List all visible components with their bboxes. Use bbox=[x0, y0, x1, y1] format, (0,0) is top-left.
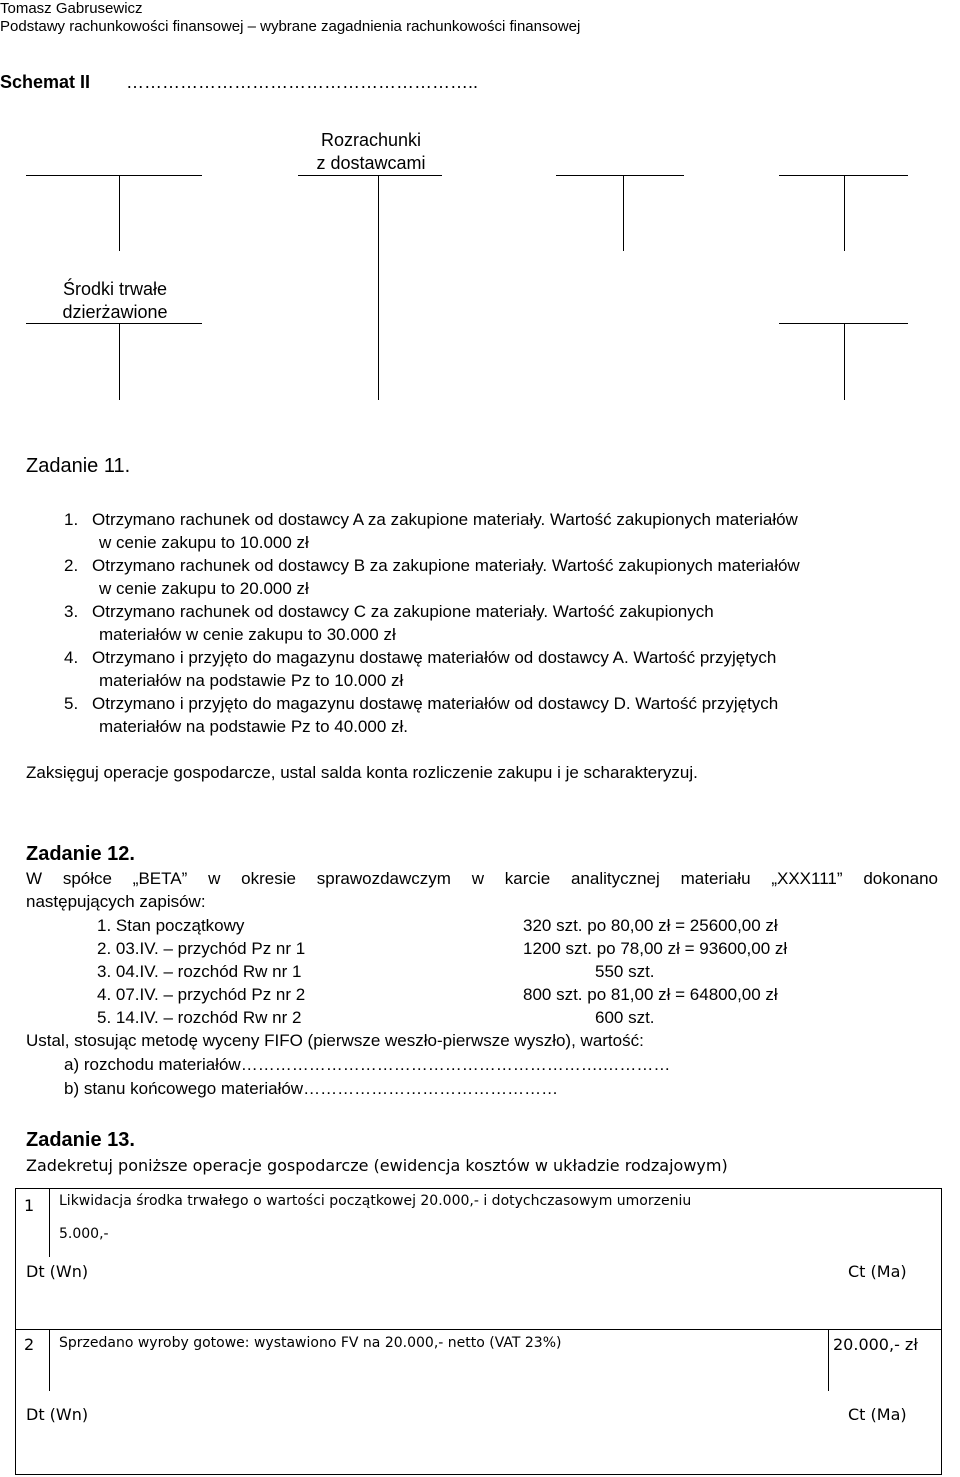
list-item: 4. Otrzymano i przyjęto do magazynu dostawę materiałów od dostawcy A. Wartość przyjętych bbox=[64, 648, 777, 667]
table-row-1-text: Likwidacja środka trwałego o wartości początkowej 20.000,- i dotychczasowym umorzeniu bbox=[59, 1193, 692, 1209]
document-subtitle: Podstawy rachunkowości finansowej – wybrane zagadnienia rachunkowości finansowej bbox=[0, 18, 581, 35]
zadanie-13-table bbox=[15, 1188, 942, 1475]
table-row-2-text: Sprzedano wyroby gotowe: wystawiono FV na 20.000,- netto (VAT 23%) bbox=[59, 1335, 562, 1351]
table-row-1-text-cont: 5.000,- bbox=[59, 1226, 109, 1242]
record-left: 5. 14.IV. – rozchód Rw nr 2 bbox=[97, 1008, 302, 1027]
table-row-2-number: 2 bbox=[24, 1335, 35, 1354]
author-name: Tomasz Gabrusewicz bbox=[0, 0, 143, 17]
zadanie-11-instruction: Zaksięguj operacje gospodarcze, ustal salda konta rozliczenie zakupu i je scharakteryzuj. bbox=[26, 763, 698, 782]
list-item: 5. Otrzymano i przyjęto do magazynu dostawę materiałów od dostawcy D. Wartość przyjętych bbox=[64, 694, 779, 713]
table-row-1-ct-label: Ct (Ma) bbox=[848, 1262, 907, 1281]
zadanie-12-intro-cont: następujących zapisów: bbox=[26, 892, 206, 911]
table-row-1-number: 1 bbox=[24, 1196, 35, 1215]
answer-line-a: a) rozchodu materiałów……………………………………………………….………… bbox=[64, 1055, 671, 1074]
answer-line-b: b) stanu końcowego materiałów……………………………………… bbox=[64, 1079, 559, 1098]
list-item: 2. Otrzymano rachunek od dostawcy B za zakupione materiały. Wartość zakupionych materiałów bbox=[64, 556, 800, 575]
record-left: 3. 04.IV. – rozchód Rw nr 1 bbox=[97, 962, 302, 981]
table-row-2-ct-label: Ct (Ma) bbox=[848, 1405, 907, 1424]
record-right: 320 szt. po 80,00 zł = 25600,00 zł bbox=[523, 916, 778, 935]
zadanie-12-intro: W spółce „BETA” w okresie sprawozdawczym w karcie analitycznej materiału „XXX111” dokonano bbox=[26, 869, 938, 888]
schemat-title: Schemat II bbox=[0, 72, 91, 92]
schemat-dots: ………………………………………………….. bbox=[126, 72, 479, 92]
record-right: 550 szt. bbox=[595, 962, 655, 981]
record-left: 4. 07.IV. – przychód Pz nr 2 bbox=[97, 985, 306, 1004]
zadanie-12-title: Zadanie 12. bbox=[26, 843, 135, 865]
list-item: 3. Otrzymano rachunek od dostawcy C za zakupione materiały. Wartość zakupionych bbox=[64, 602, 714, 621]
zadanie-12-question: Ustal, stosując metodę wyceny FIFO (pierwsze weszło-pierwsze wyszło), wartość: bbox=[26, 1031, 644, 1050]
record-right: 800 szt. po 81,00 zł = 64800,00 zł bbox=[523, 985, 778, 1004]
zadanie-13-title: Zadanie 13. bbox=[26, 1129, 135, 1151]
zadanie-11-title: Zadanie 11. bbox=[26, 455, 131, 477]
account-label-rozrachunki: Rozrachunki z dostawcami bbox=[316, 130, 426, 173]
record-left: 2. 03.IV. – przychód Pz nr 1 bbox=[97, 939, 306, 958]
record-left: 1. Stan początkowy bbox=[97, 916, 245, 935]
record-right: 600 szt. bbox=[595, 1008, 655, 1027]
table-row-2-dt-label: Dt (Wn) bbox=[26, 1405, 89, 1424]
account-label-srodki-trwale: Środki trwałe dzierżawione bbox=[62, 279, 168, 322]
table-row-2-amount: 20.000,- zł bbox=[833, 1335, 918, 1354]
list-item: 1. Otrzymano rachunek od dostawcy A za zakupione materiały. Wartość zakupionych materiałów bbox=[64, 510, 798, 529]
zadanie-13-instruction: Zadekretuj poniższe operacje gospodarcze (ewidencja kosztów w układzie rodzajowym) bbox=[26, 1156, 728, 1175]
zadanie-11-list: 1. Otrzymano rachunek od dostawcy A za zakupione materiały. Wartość zakupionych materiałów w cenie zakupu to 10.000 zł 2. Otrzymano rachunek od dostawcy B za zakupione materiały. Wartość zakupionych materiałów w cenie zakupu to 20.000 zł 3. Otrzymano rachunek od dostawcy C za zakupione materiały. Wartość zakupionych materiałów w cenie zakupu to 30.000 zł 4. Otrzymano i przyjęto do magazynu dostawę materiałów od dostawcy A. Wartość przyjętych materiałów na podstawie Pz to 10.000 zł 5. Otrzymano i przyjęto do magazynu dostawę materiałów od dostawcy D. Wartość przyjętych materiałów na podstawie Pz to 40.000 zł. bbox=[64, 510, 800, 736]
record-right: 1200 szt. po 78,00 zł = 93600,00 zł bbox=[523, 939, 788, 958]
table-row-1-dt-label: Dt (Wn) bbox=[26, 1262, 89, 1281]
